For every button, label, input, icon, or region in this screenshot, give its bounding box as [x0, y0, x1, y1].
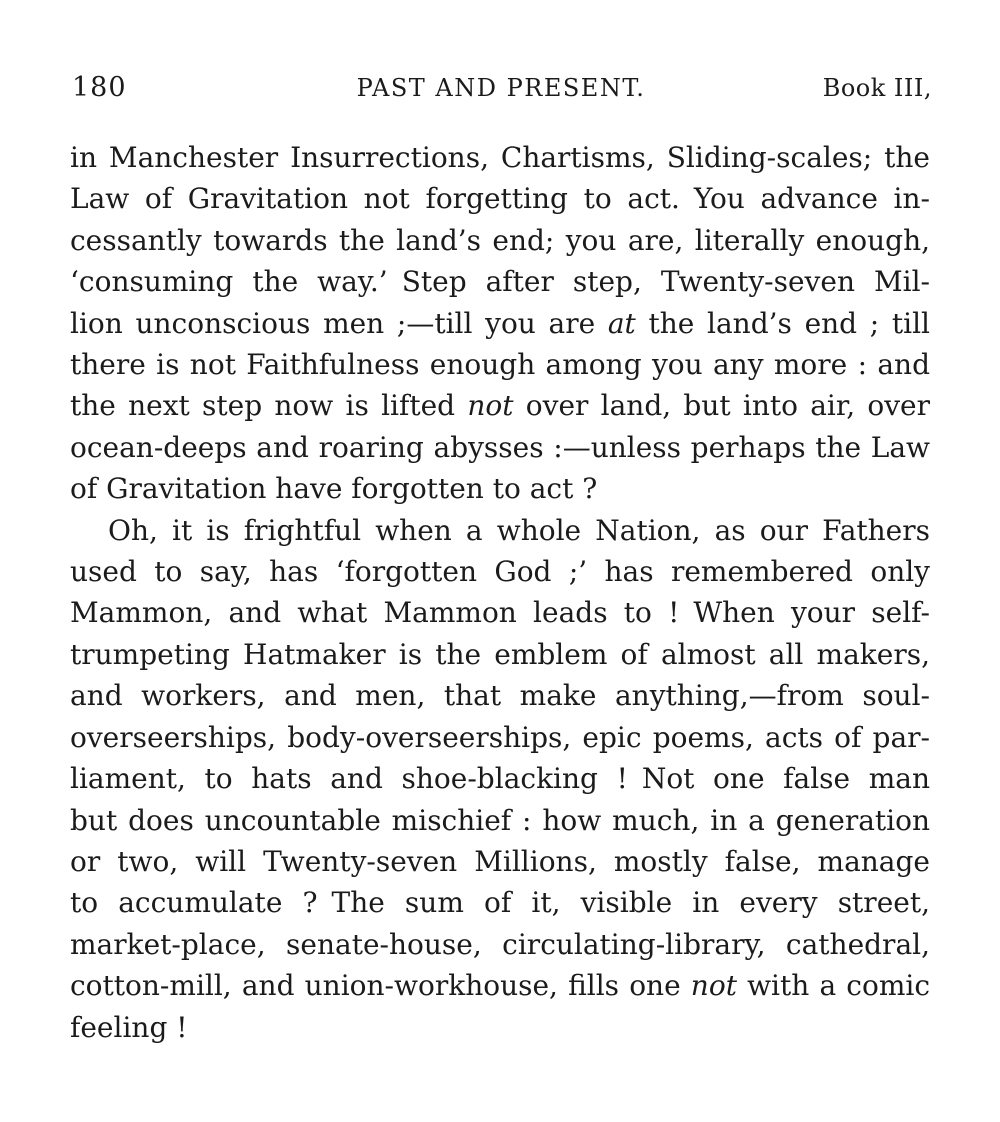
italic-text: at	[607, 306, 636, 340]
page-number: 180	[72, 72, 127, 103]
running-head-title: PAST AND PRESENT.	[356, 74, 646, 102]
text-line	[70, 551, 930, 592]
text-line	[70, 841, 930, 882]
text-line	[70, 344, 930, 385]
text-segment: ocean-deeps and roaring abysses :—unless perhaps the Law	[70, 430, 930, 464]
text-segment: overseerships, body-overseerships, epic poems, acts of par-	[70, 720, 930, 754]
text-segment: but does uncountable mischief : how much, in a generation	[70, 803, 930, 837]
italic-text: not	[690, 969, 737, 1003]
text-line	[70, 427, 930, 468]
text-segment: or two, will Twenty-seven Millions, mostly false, manage	[70, 844, 930, 878]
text-segment: lion unconscious men ;—till you are	[70, 306, 608, 340]
text-line	[70, 137, 930, 178]
text-line	[70, 468, 930, 509]
text-line	[70, 303, 930, 344]
text-line	[70, 634, 930, 675]
text-segment: ‘consuming the way.’ Step after step, Twenty-seven Mil-	[70, 265, 930, 299]
running-head	[70, 70, 932, 104]
text-segment: cessantly towards the land’s end; you are, literally enough,	[70, 223, 930, 257]
text-line	[70, 261, 930, 302]
text-segment: with a comic	[736, 969, 931, 1003]
text-line	[70, 882, 930, 923]
text-line	[70, 1007, 930, 1048]
page-body	[70, 137, 930, 1048]
text-segment: cotton-mill, and union-workhouse, fills one	[70, 969, 691, 1003]
text-segment: used to say, has ‘forgotten God ;’ has remembered only	[70, 555, 930, 589]
text-line	[70, 220, 930, 261]
text-segment: Law of Gravitation not forgetting to act. You advance in-	[70, 182, 930, 216]
text-segment: of Gravitation have forgotten to act ?	[70, 472, 598, 506]
text-line	[70, 758, 930, 799]
text-line	[70, 510, 930, 551]
text-line	[70, 178, 930, 219]
text-line	[70, 965, 930, 1006]
text-segment: to accumulate ? The sum of it, visible in every street,	[70, 886, 930, 920]
italic-text: not	[467, 389, 514, 423]
text-segment: over land, but into air, over	[513, 389, 930, 423]
text-segment: the next step now is lifted	[70, 389, 468, 423]
text-line	[70, 924, 930, 965]
text-line	[70, 592, 930, 633]
text-segment: Oh, it is frightful when a whole Nation, as our Fathers	[108, 513, 930, 547]
text-segment: Mammon, and what Mammon leads to ! When your self-	[70, 596, 930, 630]
text-line	[70, 675, 930, 716]
text-segment: feeling !	[70, 1010, 188, 1044]
text-segment: trumpeting Hatmaker is the emblem of almost all makers,	[70, 637, 930, 671]
running-head-book-label: Book III,	[822, 74, 932, 102]
text-segment: and workers, and men, that make anything,—from soul-	[70, 679, 930, 713]
text-segment: there is not Faithfulness enough among you any more : and	[70, 348, 930, 382]
text-line	[70, 800, 930, 841]
text-line	[70, 385, 930, 426]
text-segment: liament, to hats and shoe-blacking ! Not one false man	[70, 762, 930, 796]
text-segment: in Manchester Insurrections, Chartisms, Sliding-scales; the	[70, 141, 930, 174]
text-segment: market-place, senate-house, circulating-library, cathedral,	[70, 927, 930, 961]
text-line	[70, 717, 930, 758]
text-segment: the land’s end ; till	[635, 306, 930, 340]
